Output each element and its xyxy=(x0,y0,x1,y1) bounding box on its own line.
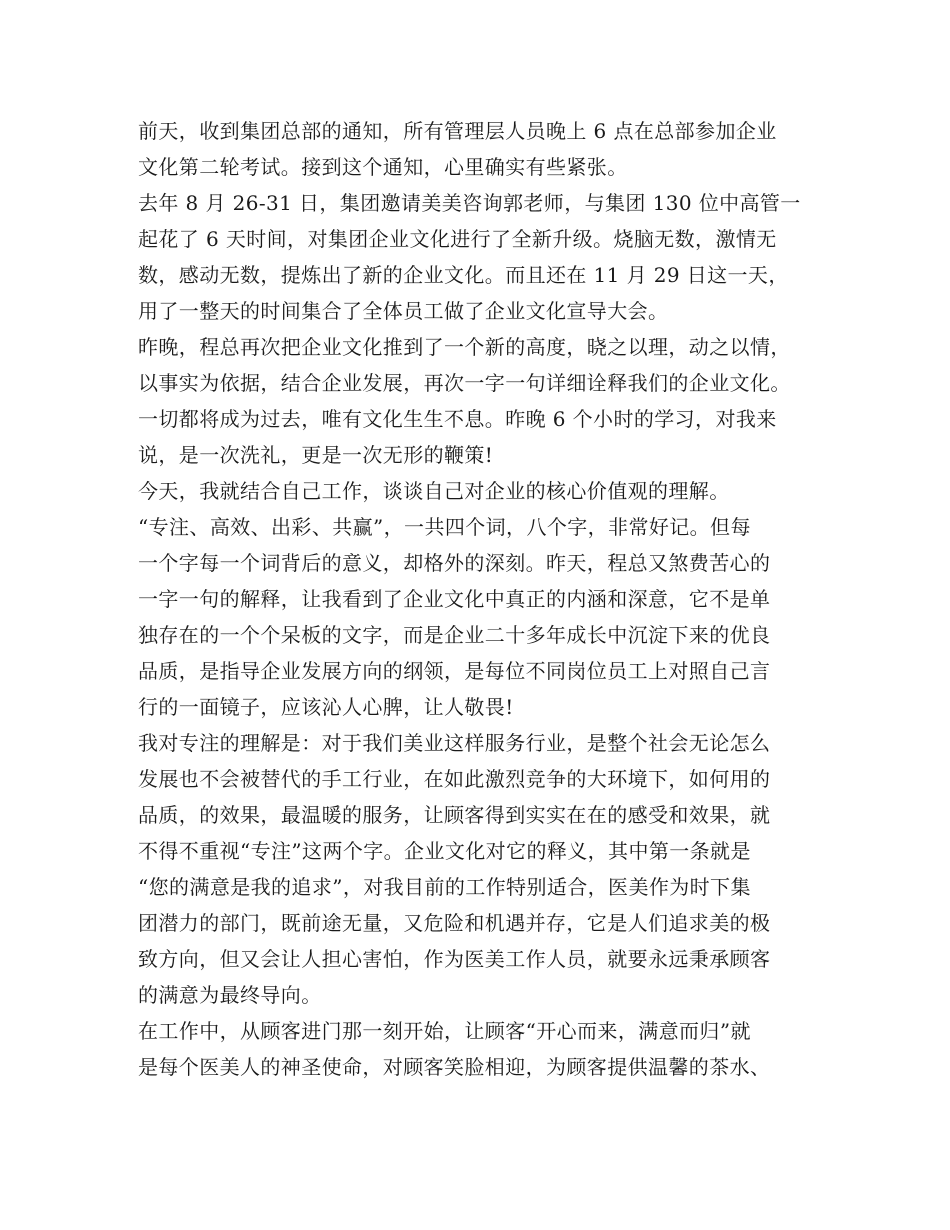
text-line: 文化第二轮考试。接到这个通知，心里确实有些紧张。 xyxy=(138,155,628,179)
text-line: 用了一整天的时间集合了全体员工做了企业文化宣导大会。 xyxy=(138,299,669,323)
text-line: 品质，是指导企业发展方向的纲领，是每位不同岗位员工上对照自己言 xyxy=(138,659,771,683)
text-line: 一字一句的解释，让我看到了企业文化中真正的内涵和深意，它不是单 xyxy=(138,587,771,611)
text-line: 的满意为最终导向。 xyxy=(138,983,322,1007)
text-line: “您的满意是我的追求”，对我目前的工作特别适合，医美作为时下集 xyxy=(138,875,751,899)
text-line: 我对专注的理解是：对于我们美业这样服务行业，是整个社会无论怎么 xyxy=(138,731,771,755)
text-line: 起花了 6 天时间，对集团企业文化进行了全新升级。烧脑无数，激情无 xyxy=(138,227,777,251)
text-line: 行的一面镜子，应该沁人心脾，让人敬畏! xyxy=(138,695,514,719)
text-line: 致方向，但又会让人担心害怕，作为医美工作人员，就要永远秉承顾客 xyxy=(138,947,771,971)
document-body xyxy=(138,113,828,1085)
text-line: 一个字每一个词背后的意义，却格外的深刻。昨天，程总又煞费苦心的 xyxy=(138,551,771,575)
text-line: “专注、高效、出彩、共赢”，一共四个词，八个字，非常好记。但每 xyxy=(138,515,751,539)
text-line: 昨晚，程总再次把企业文化推到了一个新的高度，晓之以理，动之以情， xyxy=(138,335,791,359)
text-line: 今天，我就结合自己工作，谈谈自己对企业的核心价值观的理解。 xyxy=(138,479,730,503)
text-line: 独存在的一个个呆板的文字，而是企业二十多年成长中沉淀下来的优良 xyxy=(138,623,771,647)
text-line: 前天，收到集团总部的通知，所有管理层人员晚上 6 点在总部参加企业 xyxy=(138,119,777,143)
text-line: 发展也不会被替代的手工行业，在如此激烈竞争的大环境下，如何用的 xyxy=(138,767,771,791)
text-line: 不得不重视“专注”这两个字。企业文化对它的释义，其中第一条就是 xyxy=(138,839,751,863)
text-line: 以事实为依据，结合企业发展，再次一字一句详细诠释我们的企业文化。 xyxy=(138,371,791,395)
text-line: 数，感动无数，提炼出了新的企业文化。而且还在 11 月 29 日这一天， xyxy=(138,263,789,287)
text-line: 一切都将成为过去，唯有文化生生不息。昨晚 6 个小时的学习，对我来 xyxy=(138,407,777,431)
text-line: 品质，的效果，最温暖的服务，让顾客得到实实在在的感受和效果，就 xyxy=(138,803,771,827)
text-line: 说，是一次洗礼，更是一次无形的鞭策! xyxy=(138,443,494,467)
text-line: 去年 8 月 26-31 日，集团邀请美美咨询郭老师，与集团 130 位中高管一 xyxy=(138,191,801,215)
text-line: 团潜力的部门，既前途无量，又危险和机遇并存，它是人们追求美的极 xyxy=(138,911,771,935)
text-line: 在工作中，从顾客进门那一刻开始，让顾客“开心而来，满意而归”就 xyxy=(138,1019,751,1043)
text-line: 是每个医美人的神圣使命，对顾客笑脸相迎，为顾客提供温馨的茶水、 xyxy=(138,1055,771,1079)
